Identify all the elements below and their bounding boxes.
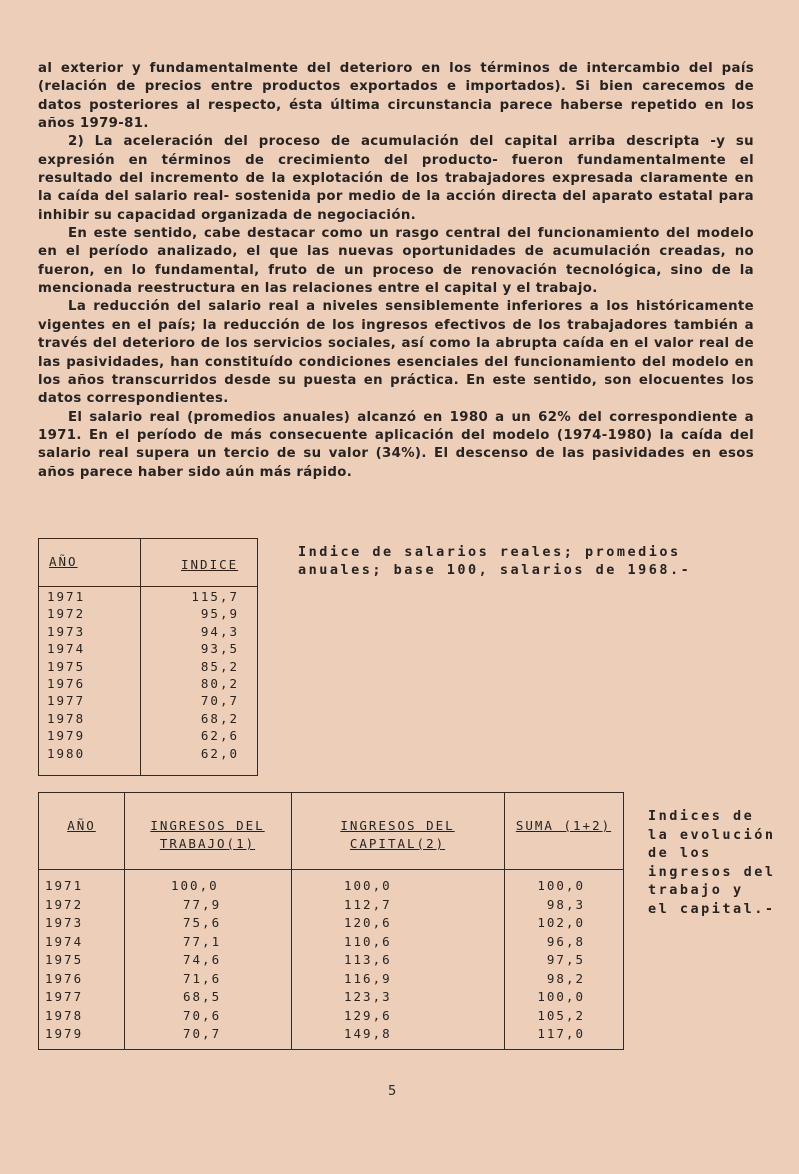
column-header-year-text: AÑO [67,818,96,833]
cell-capital: 116,9 [344,970,392,986]
table-row [39,693,257,710]
cell-year: 1973 [47,623,86,639]
column-header-capital-line2: CAPITAL(2) [349,836,446,851]
cell-year: 1980 [47,745,86,761]
page-number: 5 [388,1084,397,1099]
cell-year: 1973 [45,915,84,930]
body-text [38,60,754,482]
table-row [39,676,257,693]
cell-year: 1974 [45,933,84,949]
caption-line: trabajo y [648,882,744,898]
cell-sum: 100,0 [537,989,585,1004]
cell-labor: 77,1 [183,933,222,949]
cell-index: 95,9 [200,606,239,622]
column-header-labor-line2: TRABAJO(1) [159,836,256,851]
table-row [39,897,623,916]
column-header-capital-income [291,817,504,853]
table-header-divider [39,869,623,870]
cell-capital: 112,7 [344,896,392,912]
income-evolution-table [38,792,624,1050]
cell-capital: 129,6 [344,1007,392,1023]
cell-year: 1977 [45,989,84,1004]
table-row [39,728,257,745]
table-row [39,589,257,606]
cell-year: 1978 [45,1007,84,1023]
cell-year: 1976 [45,970,84,986]
column-header-labor-income [124,817,291,853]
cell-sum: 117,0 [537,1026,585,1041]
cell-labor: 74,6 [183,952,222,967]
cell-index: 115,7 [191,589,239,604]
salary-index-caption: Indice de salarios reales; promedios anuales; base 100, salarios de 1968.- [298,544,692,578]
column-header-year: AÑO [49,554,78,569]
cell-index: 93,5 [200,641,239,657]
cell-labor: 75,6 [183,915,222,930]
salary-index-table [38,538,258,776]
cell-capital: 100,0 [344,878,392,893]
cell-index: 80,2 [200,675,239,691]
cell-capital: 120,6 [344,915,392,930]
cell-capital: 149,8 [344,1026,392,1041]
table-body [39,589,257,763]
table-row [39,915,623,934]
paragraph-continuation: al exterior y fundamentalmente del deterioro en los términos de intercambio del país (relación de precios entre productos exportados e importados). Si bien carecemos de datos posteriores al respecto, ésta última circunstancia parece haberse repetido en los años 1979-81. [38,61,754,132]
caption-line: el capital.- [648,900,776,917]
cell-index: 94,3 [200,623,239,639]
cell-labor: 68,5 [183,989,222,1004]
caption-line: de los [648,845,712,861]
cell-capital: 123,3 [344,989,392,1004]
cell-year: 1979 [45,1026,84,1041]
caption-line: ingresos del [648,863,776,880]
cell-year: 1972 [45,896,84,912]
cell-sum: 102,0 [537,915,585,930]
table-row [39,952,623,971]
cell-year: 1977 [47,693,86,709]
cell-sum: 98,3 [546,896,585,912]
paragraph-real-salary: El salario real (promedios anuales) alcanzó en 1980 a un 62% del correspondiente a 1971. En el período de más consecuente aplicación del modelo (1974-1980) la caída del salario real supera un tercio de su valor (34%). El descenso de las pasividades en esos años parece haber sido aún más rápido. [38,409,754,480]
paragraph-salary-reduction: La reducción del salario real a niveles sensiblemente inferiores a los históricamente vigentes en el país; la reducción de los ingresos efectivos de los trabajadores también a través del deterioro de los servicios sociales, así como la abrupta caída en el valor real de las pasividades, han constituído condiciones esenciales del funcionamiento del modelo en los años transcurridos desde su puesta en práctica. En este sentido, son elocuentes los datos correspondientes. [38,299,754,407]
table-row [39,1008,623,1027]
table-row [39,878,623,897]
table-row [39,971,623,990]
cell-labor: 71,6 [183,970,222,986]
cell-year: 1979 [47,728,86,744]
cell-year: 1978 [47,710,86,726]
table-row [39,711,257,728]
cell-sum: 98,2 [546,970,585,986]
table-row [39,659,257,676]
cell-index: 62,0 [200,745,239,761]
cell-index: 68,2 [200,710,239,726]
cell-year: 1972 [47,606,86,622]
cell-capital: 110,6 [344,933,392,949]
table-header-divider [39,586,257,587]
table-body [39,878,623,1045]
cell-year: 1971 [45,878,84,893]
table-row [39,1026,623,1045]
table-row [39,746,257,763]
column-header-labor-line1: INGRESOS DEL [150,818,265,833]
cell-labor: 100,0 [171,878,219,893]
caption-line: la evolución [648,826,776,843]
cell-index: 70,7 [200,693,239,709]
cell-capital: 113,6 [344,952,392,967]
paragraph-central-trait: En este sentido, cabe destacar como un rasgo central del funcionamiento del modelo en el período analizado, el que las nuevas oportunidades de acumulación creadas, no fueron, en lo fundamental, fruto de un proceso de renovación tecnológica, sino de la mencionada reestructura en las relaciones entre el capital y el trabajo. [38,226,754,297]
cell-index: 62,6 [200,728,239,744]
caption-line: Indices de [648,808,755,824]
cell-sum: 105,2 [537,1007,585,1023]
column-header-sum [504,817,623,835]
paragraph-acceleration: 2) La aceleración del proceso de acumulación del capital arriba descripta -y su expresión en términos de crecimiento del producto- fueron fundamentalmente el resultado del incremento de la explotación de los trabajadores expresada claramente en la caída del salario real- sostenida por medio de la acción directa del aparato estatal para inhibir su capacidad organizada de negociación. [38,134,754,223]
cell-sum: 97,5 [546,952,585,967]
column-header-index: INDICE [181,557,239,572]
cell-year: 1975 [47,658,86,674]
cell-sum: 96,8 [546,933,585,949]
column-header-capital-line1: INGRESOS DEL [340,818,455,833]
cell-labor: 70,6 [183,1007,222,1023]
table-row [39,934,623,953]
table-row [39,606,257,623]
cell-year: 1975 [45,952,84,967]
table-row [39,989,623,1008]
cell-index: 85,2 [200,658,239,674]
table-row [39,641,257,658]
cell-sum: 100,0 [537,878,585,893]
table-row [39,624,257,641]
cell-labor: 77,9 [183,896,222,912]
cell-year: 1971 [47,589,86,604]
column-header-sum-text: SUMA (1+2) [515,818,612,833]
cell-labor: 70,7 [183,1026,222,1041]
cell-year: 1976 [47,675,86,691]
column-header-year [39,817,124,835]
cell-year: 1974 [47,641,86,657]
income-evolution-caption [648,807,776,918]
